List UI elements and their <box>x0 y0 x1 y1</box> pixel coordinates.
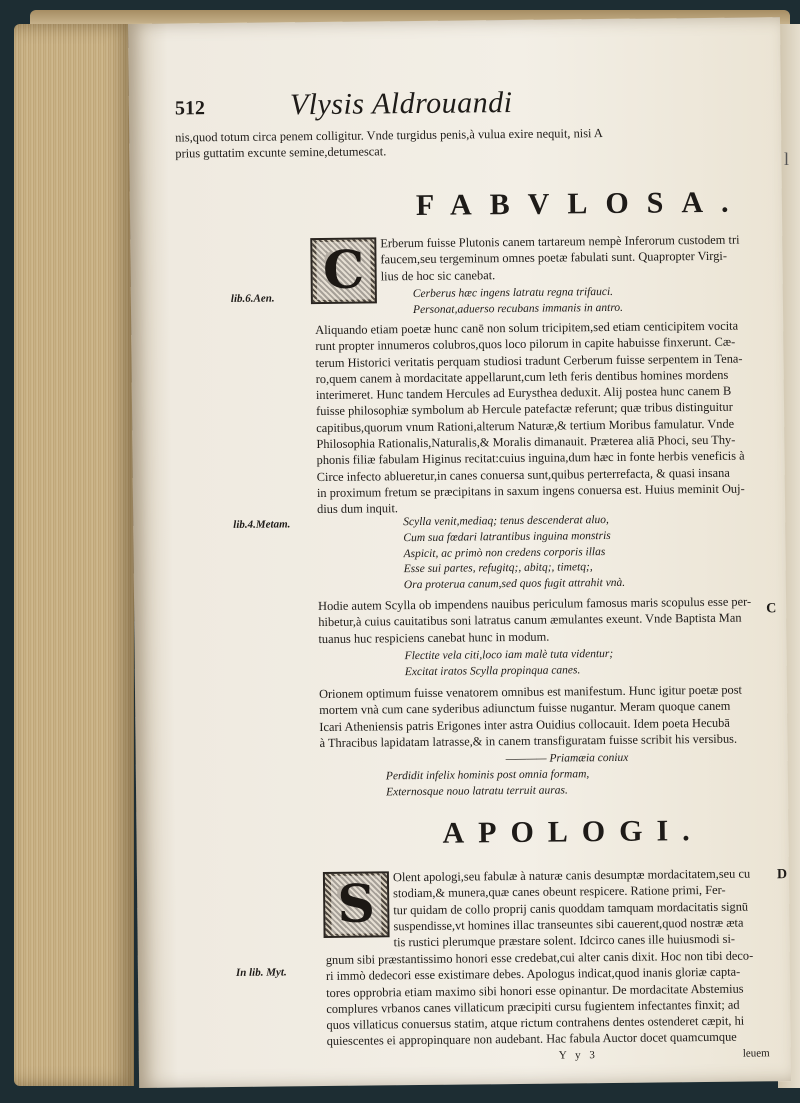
intro-line: prius guttatim excunte semine,detumescat. <box>175 144 387 161</box>
verse-block-3 <box>405 645 775 680</box>
verse-lead: ———— Priamæia coniux <box>505 751 629 766</box>
section-title-fabulosa: FABVLOSA. <box>415 185 747 222</box>
verse-line: Aspicit, ac primò non credens corporis illas <box>403 545 606 560</box>
decorated-initial-c <box>310 237 377 304</box>
text-line: à Thracibus lapidatam latrasse,& in canem transfiguratam fuisse scribit his versibus. <box>319 731 738 750</box>
running-title: Vlysis Aldrouandi <box>289 85 513 122</box>
initial-letter: C <box>317 241 371 300</box>
page-number: 512 <box>174 97 206 120</box>
text-line: quos villaticus conuersus statim, atque rictum contrahens dentes ostenderet cæpit, hi <box>326 1013 745 1033</box>
verse-line: Personat,aduerso recubans immanis in antro. <box>412 301 624 316</box>
text-line: runt propter innumeros colubros,quos loco pilorum in capite habuisse finxerunt. Cæ- <box>315 334 736 354</box>
text-line: gnum sibi præstantissimo honori esse credebat,cui alter canis dixit. Hoc non tibi deco- <box>325 948 754 967</box>
text-line: tuanus huc respiciens canebat hunc in modum. <box>318 629 550 646</box>
text-line: Philosophia Rationalis,Naturalis,& Moralis dimanauit. Præterea aliā Phoci, seu Thy- <box>316 432 736 452</box>
verse-line: Flectite vela citi,loco iam malè tuta videntur; <box>404 647 614 663</box>
text-line: ri immò dedecori esse existimare debes. Apologus indicat,quod inanis gloriæ capta- <box>325 964 741 984</box>
margin-reference: lib.4.Metam. <box>233 518 291 531</box>
fabulosa-body-3 <box>319 681 776 751</box>
text-line: dius dum inquit. <box>317 501 399 517</box>
margin-reference: lib.6.Aen. <box>230 292 275 305</box>
intro-paragraph <box>175 123 765 162</box>
text-line: complures vrbanos canes villaticum præcipiti cursu fugientem infectantes finxit; ad <box>326 997 740 1016</box>
fabulosa-body-1 <box>315 317 773 517</box>
fabulosa-opening <box>380 231 780 284</box>
verse-line: Esse sui partes, refugitq;, abitq;, timetq;, <box>403 561 593 576</box>
margin-letter-c: C <box>766 601 777 617</box>
page-header <box>174 85 695 125</box>
verse-line: Cerberus hæc ingens latratu regna trifauci. <box>412 285 614 301</box>
next-page-letter: l <box>784 149 790 169</box>
text-line: tur quidam de collo proprij canis quoddam tamquam mordacitatis signū <box>393 899 749 917</box>
text-line: tores opprobria etiam maximo sibi honori esse opinantur. De mordacitate Abstemius <box>326 981 744 1000</box>
apologi-body <box>326 947 781 1050</box>
section-title-apologi: APOLOGI. <box>442 814 704 850</box>
text-line: mortem vnà cum cane syderibus adiunctum fuisse nugantur. Meram quoque canem <box>319 699 731 718</box>
margin-letter-d: D <box>776 867 788 883</box>
verse-block-2 <box>403 511 774 594</box>
verse-line: Cum sua fœdari latrantibus inguina monstris <box>403 529 611 544</box>
book-page-edges <box>14 24 134 1086</box>
text-line: suspendisse,vt homines illac transeuntes sibi cauerent,quod nostræ æta <box>393 915 744 934</box>
text-line: Circe infecto ablueretur,in canes conuersa sunt,quibus perterrefacta, & quasi insana <box>316 465 730 484</box>
text-line: Erberum fuisse Plutonis canem tartareum nempè Inferorum custodem tri <box>380 232 740 251</box>
text-line: Aliquando etiam poetæ hunc canē non solum tricipitem,sed etiam centicipitem vocita <box>315 318 739 338</box>
verse-line: Externosque nouo latratu terruit auras. <box>385 784 568 798</box>
text-line: hibetur,à cuius cauitatibus soni latratus canum æmulantes exeunt. Vnde Baptista Man <box>318 610 742 630</box>
text-line: capitibus,quorum vnum Rationi,alterum Naturæ,& tertium Moribus famulatur. Vnde <box>316 416 735 435</box>
verse-line: Excitat iratos Scylla propinqua canes. <box>404 664 581 678</box>
text-line: Olent apologi,seu fabulæ à naturæ canis desumptæ mordacitatem,seu cu <box>392 866 751 885</box>
apologi-body-indented <box>393 865 780 951</box>
text-line: in proximum fretum se præcipitans in saxum ingens conuersa est. Huius meminit Ouj- <box>316 481 745 501</box>
book-page <box>128 17 791 1088</box>
text-line: tis rustici plerumque præstare solent. Idcirco canes ille huiusmodi si- <box>393 931 736 950</box>
text-line: ro,quem canem à mordacitate appellarunt,cum leth feris dentibus homines mordens <box>315 367 729 386</box>
verse-line: Perdidit infelix hominis post omnia formam, <box>385 768 590 783</box>
margin-reference: In lib. Myt. <box>235 966 287 979</box>
fabulosa-body-2 <box>318 593 777 647</box>
text-line: quiescentes ei appropinquare non audebant. Hac fabula Auctor docet quamcumque <box>326 1030 737 1049</box>
text-line: Hodie autem Scylla ob impendens nauibus periculum famosus maris scopulus esse per- <box>318 594 752 614</box>
decorated-initial-s <box>323 871 390 938</box>
intro-line: nis,quod totum circa penem colligitur. Vnde turgidus penis,à vulua exire nequit, nisi A <box>175 126 603 145</box>
verse-block-1 <box>413 283 773 318</box>
text-line: terum Historici veritatis perquam studiosi tradunt Cerberum fuisse serpentem in Tena- <box>315 351 743 370</box>
initial-letter: S <box>331 875 381 934</box>
verse-block-4 <box>386 749 776 800</box>
catchword: leuem <box>742 1047 770 1060</box>
text-line: lius de hoc sic canebat. <box>380 267 496 283</box>
text-line: fuisse philosophiæ symbolum ab Hercule patefactæ referunt; quæ tribus distinguitur <box>315 400 733 419</box>
verse-line: Scylla venit,mediaq; tenus descenderat aluo, <box>403 513 609 529</box>
text-line: interimeret. Hunc tandem Hercules ad Eurysthea deduxit. Alij postea hunc canem B <box>315 383 732 403</box>
text-line: Icari Atheniensis patris Erigones inter astra Ouidius collocauit. Idem poeta Hecubā <box>319 715 730 734</box>
signature-mark: Y y 3 <box>558 1049 598 1062</box>
text-line: faucem,seu tergeminum omnes poetæ fabulati sunt. Quapropter Virgi- <box>380 249 728 267</box>
text-line: stodiam,& munera,quæ canes obeunt respicere. Ratione primi, Fer- <box>393 883 726 901</box>
text-line: phonis filiæ fabulam Higinus recitat:cuius inguina,dum hæc in fonte herbis veneficis à <box>316 448 745 468</box>
text-line: Orionem optimum fuisse venatorem omnibus est manifestum. Hunc igitur poetæ post <box>318 682 743 702</box>
verse-line: Ora proterua canum,sed quos fugit attrahit vnà. <box>403 577 626 592</box>
